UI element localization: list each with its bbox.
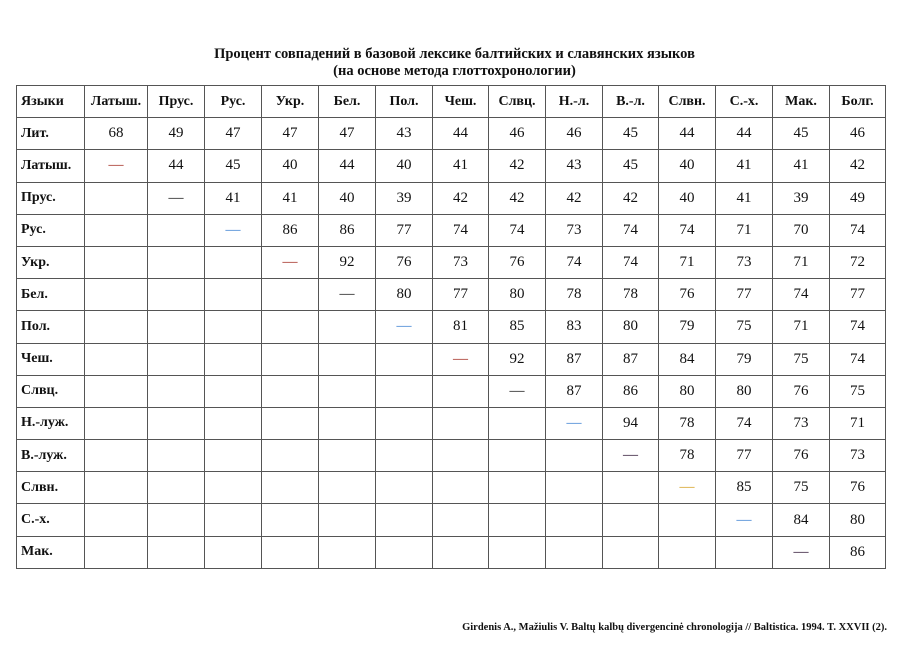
percentage-cell: 40 bbox=[659, 182, 716, 214]
percentage-cell: 47 bbox=[262, 118, 319, 150]
empty-cell bbox=[85, 407, 148, 439]
empty-cell bbox=[205, 440, 262, 472]
percentage-cell: 74 bbox=[830, 311, 886, 343]
empty-cell bbox=[148, 214, 205, 246]
empty-cell bbox=[262, 407, 319, 439]
column-header: Мак. bbox=[773, 86, 830, 118]
percentage-cell: 44 bbox=[659, 118, 716, 150]
diagonal-dash: — bbox=[433, 343, 489, 375]
percentage-cell: 39 bbox=[773, 182, 830, 214]
percentage-cell: 86 bbox=[319, 214, 376, 246]
empty-cell bbox=[262, 311, 319, 343]
percentage-cell: 44 bbox=[319, 150, 376, 182]
empty-cell bbox=[433, 407, 489, 439]
percentage-cell: 77 bbox=[376, 214, 433, 246]
column-header: Слвн. bbox=[659, 86, 716, 118]
citation: Girdenis A., Mažiulis V. Baltų kalbų divergencinė chronologija // Baltistica. 1994. T. XXVII (2). bbox=[462, 622, 887, 633]
empty-cell bbox=[319, 504, 376, 536]
percentage-cell: 87 bbox=[603, 343, 659, 375]
table-row bbox=[17, 311, 886, 343]
title-line-1: Процент совпадений в базовой лексике балтийских и славянских языков bbox=[214, 46, 695, 62]
percentage-cell: 80 bbox=[489, 279, 546, 311]
percentage-cell: 68 bbox=[85, 118, 148, 150]
empty-cell bbox=[262, 375, 319, 407]
column-header: Рус. bbox=[205, 86, 262, 118]
empty-cell bbox=[262, 472, 319, 504]
empty-cell bbox=[148, 311, 205, 343]
empty-cell bbox=[603, 504, 659, 536]
percentage-cell: 75 bbox=[773, 343, 830, 375]
diagonal-dash: — bbox=[319, 279, 376, 311]
diagonal-dash: — bbox=[659, 472, 716, 504]
percentage-cell: 92 bbox=[319, 246, 376, 278]
percentage-cell: 47 bbox=[205, 118, 262, 150]
table-row bbox=[17, 375, 886, 407]
corner-header: Языки bbox=[17, 86, 85, 118]
percentage-cell: 79 bbox=[716, 343, 773, 375]
table-row bbox=[17, 343, 886, 375]
percentage-cell: 46 bbox=[546, 118, 603, 150]
percentage-cell: 41 bbox=[716, 182, 773, 214]
empty-cell bbox=[433, 504, 489, 536]
table-row bbox=[17, 536, 886, 568]
empty-cell bbox=[148, 375, 205, 407]
empty-cell bbox=[546, 440, 603, 472]
row-header: Чеш. bbox=[17, 343, 85, 375]
percentage-cell: 71 bbox=[773, 311, 830, 343]
empty-cell bbox=[205, 311, 262, 343]
percentage-cell: 44 bbox=[716, 118, 773, 150]
percentage-cell: 41 bbox=[262, 182, 319, 214]
diagonal-dash: — bbox=[603, 440, 659, 472]
column-header: С.-х. bbox=[716, 86, 773, 118]
diagonal-dash: — bbox=[205, 214, 262, 246]
percentage-cell: 42 bbox=[546, 182, 603, 214]
empty-cell bbox=[85, 504, 148, 536]
diagonal-dash: — bbox=[716, 504, 773, 536]
row-header: Лит. bbox=[17, 118, 85, 150]
percentage-cell: 44 bbox=[433, 118, 489, 150]
row-header: Прус. bbox=[17, 182, 85, 214]
empty-cell bbox=[85, 182, 148, 214]
percentage-cell: 79 bbox=[659, 311, 716, 343]
empty-cell bbox=[85, 246, 148, 278]
percentage-cell: 84 bbox=[659, 343, 716, 375]
percentage-cell: 39 bbox=[376, 182, 433, 214]
percentage-cell: 78 bbox=[659, 407, 716, 439]
empty-cell bbox=[376, 407, 433, 439]
percentage-cell: 86 bbox=[262, 214, 319, 246]
percentage-cell: 81 bbox=[433, 311, 489, 343]
percentage-cell: 45 bbox=[603, 118, 659, 150]
row-header: Слвн. bbox=[17, 472, 85, 504]
percentage-cell: 74 bbox=[546, 246, 603, 278]
empty-cell bbox=[205, 246, 262, 278]
percentage-cell: 92 bbox=[489, 343, 546, 375]
percentage-cell: 76 bbox=[830, 472, 886, 504]
percentage-cell: 84 bbox=[773, 504, 830, 536]
empty-cell bbox=[433, 375, 489, 407]
percentage-cell: 72 bbox=[830, 246, 886, 278]
empty-cell bbox=[546, 536, 603, 568]
row-header: Н.-луж. bbox=[17, 407, 85, 439]
table-title bbox=[0, 46, 909, 80]
empty-cell bbox=[85, 311, 148, 343]
table-row bbox=[17, 472, 886, 504]
empty-cell bbox=[319, 536, 376, 568]
column-header: Н.-л. bbox=[546, 86, 603, 118]
percentage-cell: 74 bbox=[659, 214, 716, 246]
empty-cell bbox=[433, 472, 489, 504]
empty-cell bbox=[376, 440, 433, 472]
row-header: Бел. bbox=[17, 279, 85, 311]
percentage-cell: 78 bbox=[603, 279, 659, 311]
percentage-cell: 40 bbox=[319, 182, 376, 214]
percentage-cell: 71 bbox=[659, 246, 716, 278]
table-row bbox=[17, 504, 886, 536]
empty-cell bbox=[85, 472, 148, 504]
percentage-cell: 86 bbox=[830, 536, 886, 568]
similarity-table bbox=[16, 85, 886, 569]
percentage-cell: 87 bbox=[546, 375, 603, 407]
percentage-cell: 73 bbox=[546, 214, 603, 246]
empty-cell bbox=[148, 504, 205, 536]
percentage-cell: 71 bbox=[716, 214, 773, 246]
column-header: В.-л. bbox=[603, 86, 659, 118]
column-header: Пол. bbox=[376, 86, 433, 118]
percentage-cell: 40 bbox=[659, 150, 716, 182]
percentage-cell: 42 bbox=[433, 182, 489, 214]
percentage-cell: 75 bbox=[773, 472, 830, 504]
title-line-2: (на основе метода глоттохронологии) bbox=[333, 63, 576, 79]
diagonal-dash: — bbox=[148, 182, 205, 214]
percentage-cell: 73 bbox=[433, 246, 489, 278]
percentage-cell: 41 bbox=[773, 150, 830, 182]
percentage-cell: 74 bbox=[603, 214, 659, 246]
percentage-cell: 75 bbox=[716, 311, 773, 343]
empty-cell bbox=[262, 504, 319, 536]
empty-cell bbox=[319, 440, 376, 472]
percentage-cell: 42 bbox=[603, 182, 659, 214]
empty-cell bbox=[659, 536, 716, 568]
empty-cell bbox=[205, 343, 262, 375]
percentage-cell: 73 bbox=[716, 246, 773, 278]
empty-cell bbox=[319, 343, 376, 375]
empty-cell bbox=[85, 343, 148, 375]
empty-cell bbox=[205, 407, 262, 439]
percentage-cell: 83 bbox=[546, 311, 603, 343]
percentage-cell: 71 bbox=[773, 246, 830, 278]
empty-cell bbox=[376, 504, 433, 536]
percentage-cell: 74 bbox=[830, 214, 886, 246]
empty-cell bbox=[489, 407, 546, 439]
percentage-cell: 73 bbox=[773, 407, 830, 439]
percentage-cell: 76 bbox=[773, 440, 830, 472]
empty-cell bbox=[659, 504, 716, 536]
empty-cell bbox=[148, 343, 205, 375]
percentage-cell: 70 bbox=[773, 214, 830, 246]
percentage-cell: 77 bbox=[716, 279, 773, 311]
percentage-cell: 46 bbox=[830, 118, 886, 150]
percentage-cell: 77 bbox=[830, 279, 886, 311]
empty-cell bbox=[319, 472, 376, 504]
percentage-cell: 85 bbox=[489, 311, 546, 343]
empty-cell bbox=[85, 440, 148, 472]
column-header: Укр. bbox=[262, 86, 319, 118]
empty-cell bbox=[148, 440, 205, 472]
empty-cell bbox=[489, 504, 546, 536]
empty-cell bbox=[546, 472, 603, 504]
row-header: Слвц. bbox=[17, 375, 85, 407]
empty-cell bbox=[376, 343, 433, 375]
empty-cell bbox=[376, 375, 433, 407]
percentage-cell: 74 bbox=[773, 279, 830, 311]
percentage-cell: 87 bbox=[546, 343, 603, 375]
empty-cell bbox=[489, 440, 546, 472]
empty-cell bbox=[546, 504, 603, 536]
percentage-cell: 76 bbox=[489, 246, 546, 278]
percentage-cell: 74 bbox=[433, 214, 489, 246]
table-row bbox=[17, 246, 886, 278]
empty-cell bbox=[319, 375, 376, 407]
table-row bbox=[17, 118, 886, 150]
empty-cell bbox=[489, 472, 546, 504]
percentage-cell: 76 bbox=[659, 279, 716, 311]
empty-cell bbox=[205, 504, 262, 536]
row-header: Пол. bbox=[17, 311, 85, 343]
percentage-cell: 47 bbox=[319, 118, 376, 150]
empty-cell bbox=[319, 311, 376, 343]
percentage-cell: 45 bbox=[603, 150, 659, 182]
empty-cell bbox=[319, 407, 376, 439]
empty-cell bbox=[376, 536, 433, 568]
percentage-cell: 74 bbox=[716, 407, 773, 439]
row-header: Латыш. bbox=[17, 150, 85, 182]
empty-cell bbox=[716, 536, 773, 568]
empty-cell bbox=[262, 343, 319, 375]
percentage-cell: 42 bbox=[830, 150, 886, 182]
percentage-cell: 78 bbox=[546, 279, 603, 311]
percentage-cell: 74 bbox=[603, 246, 659, 278]
column-header: Болг. bbox=[830, 86, 886, 118]
percentage-cell: 74 bbox=[830, 343, 886, 375]
row-header: С.-х. bbox=[17, 504, 85, 536]
table-row bbox=[17, 440, 886, 472]
percentage-cell: 42 bbox=[489, 182, 546, 214]
empty-cell bbox=[205, 536, 262, 568]
empty-cell bbox=[85, 536, 148, 568]
percentage-cell: 94 bbox=[603, 407, 659, 439]
percentage-cell: 80 bbox=[716, 375, 773, 407]
empty-cell bbox=[148, 279, 205, 311]
row-header: Мак. bbox=[17, 536, 85, 568]
empty-cell bbox=[433, 440, 489, 472]
percentage-cell: 41 bbox=[716, 150, 773, 182]
percentage-cell: 77 bbox=[433, 279, 489, 311]
empty-cell bbox=[85, 214, 148, 246]
empty-cell bbox=[148, 536, 205, 568]
row-header: Укр. bbox=[17, 246, 85, 278]
column-header: Латыш. bbox=[85, 86, 148, 118]
empty-cell bbox=[205, 375, 262, 407]
table-row bbox=[17, 182, 886, 214]
empty-cell bbox=[376, 472, 433, 504]
empty-cell bbox=[148, 407, 205, 439]
percentage-cell: 49 bbox=[830, 182, 886, 214]
table-row bbox=[17, 214, 886, 246]
empty-cell bbox=[262, 536, 319, 568]
percentage-cell: 43 bbox=[546, 150, 603, 182]
empty-cell bbox=[489, 536, 546, 568]
diagonal-dash: — bbox=[546, 407, 603, 439]
percentage-cell: 75 bbox=[830, 375, 886, 407]
percentage-cell: 77 bbox=[716, 440, 773, 472]
table-row bbox=[17, 279, 886, 311]
empty-cell bbox=[603, 536, 659, 568]
diagonal-dash: — bbox=[376, 311, 433, 343]
header-row bbox=[17, 86, 886, 118]
percentage-cell: 40 bbox=[376, 150, 433, 182]
column-header: Прус. bbox=[148, 86, 205, 118]
percentage-cell: 41 bbox=[205, 182, 262, 214]
percentage-cell: 43 bbox=[376, 118, 433, 150]
percentage-cell: 41 bbox=[433, 150, 489, 182]
empty-cell bbox=[148, 246, 205, 278]
empty-cell bbox=[85, 375, 148, 407]
diagonal-dash: — bbox=[262, 246, 319, 278]
percentage-cell: 71 bbox=[830, 407, 886, 439]
column-header: Слвц. bbox=[489, 86, 546, 118]
empty-cell bbox=[85, 279, 148, 311]
diagonal-dash: — bbox=[489, 375, 546, 407]
percentage-cell: 76 bbox=[773, 375, 830, 407]
table-row bbox=[17, 407, 886, 439]
empty-cell bbox=[205, 279, 262, 311]
empty-cell bbox=[148, 472, 205, 504]
empty-cell bbox=[262, 440, 319, 472]
percentage-cell: 46 bbox=[489, 118, 546, 150]
column-header: Чеш. bbox=[433, 86, 489, 118]
empty-cell bbox=[205, 472, 262, 504]
percentage-cell: 42 bbox=[489, 150, 546, 182]
percentage-cell: 86 bbox=[603, 375, 659, 407]
percentage-cell: 78 bbox=[659, 440, 716, 472]
row-header: В.-луж. bbox=[17, 440, 85, 472]
percentage-cell: 80 bbox=[376, 279, 433, 311]
diagonal-dash: — bbox=[773, 536, 830, 568]
empty-cell bbox=[262, 279, 319, 311]
diagonal-dash: — bbox=[85, 150, 148, 182]
percentage-cell: 44 bbox=[148, 150, 205, 182]
percentage-cell: 73 bbox=[830, 440, 886, 472]
table-row bbox=[17, 150, 886, 182]
percentage-cell: 49 bbox=[148, 118, 205, 150]
column-header: Бел. bbox=[319, 86, 376, 118]
empty-cell bbox=[433, 536, 489, 568]
percentage-cell: 80 bbox=[830, 504, 886, 536]
percentage-cell: 74 bbox=[489, 214, 546, 246]
percentage-cell: 45 bbox=[205, 150, 262, 182]
percentage-cell: 45 bbox=[773, 118, 830, 150]
percentage-cell: 80 bbox=[603, 311, 659, 343]
percentage-cell: 76 bbox=[376, 246, 433, 278]
row-header: Рус. bbox=[17, 214, 85, 246]
percentage-cell: 40 bbox=[262, 150, 319, 182]
percentage-cell: 80 bbox=[659, 375, 716, 407]
empty-cell bbox=[603, 472, 659, 504]
percentage-cell: 85 bbox=[716, 472, 773, 504]
